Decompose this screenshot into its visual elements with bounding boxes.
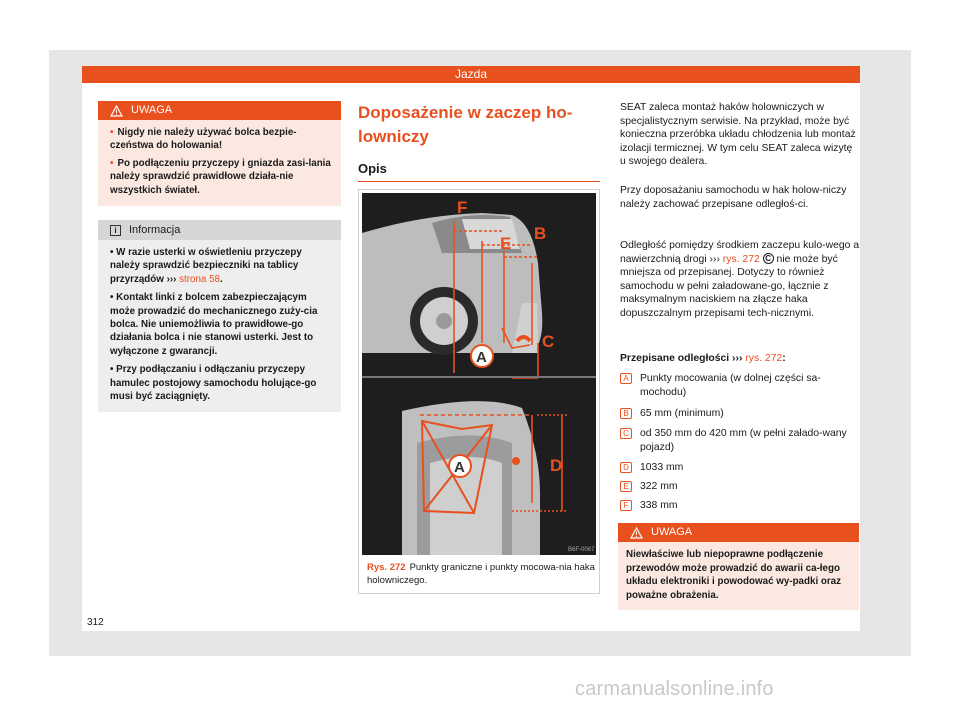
- distance-item: C od 350 mm do 420 mm (w pełni załado-wany pojazd): [620, 427, 860, 454]
- divider: [358, 181, 600, 182]
- figure-link[interactable]: rys. 272: [745, 353, 783, 364]
- label-B: B: [534, 224, 547, 243]
- distance-item: F 338 mm: [620, 499, 860, 513]
- figure-code: B6F-0067: [568, 547, 595, 553]
- distance-letter: E: [620, 481, 632, 492]
- section-title: Doposażenie w zaczep ho-lowniczy: [358, 103, 573, 146]
- info-icon: i: [110, 225, 121, 236]
- bullet-icon: •: [110, 127, 114, 138]
- distances-heading: Przepisane odległości ››› rys. 272:: [620, 353, 786, 364]
- warning-heading: [98, 101, 341, 120]
- caption-text: Punkty graniczne i punkty mocowa-nia haka holowniczego.: [367, 562, 595, 586]
- info-item: • W razie usterki w oświetleniu przyczepy należy sprawdzić bezpieczniki na tablicy przyrządów ››› strona 58.: [110, 247, 302, 285]
- warning-item-text: Po podłączeniu przyczepy i gniazda zasi-lania należy sprawdzić prawidłowe działa-nie wszystkich świateł.: [110, 157, 331, 196]
- page-link[interactable]: strona 58: [179, 273, 220, 285]
- warning-item: [110, 126, 333, 153]
- figure-ref: Rys. 272: [367, 562, 406, 573]
- distance-letter: B: [620, 408, 632, 419]
- bullet-icon: •: [110, 157, 114, 169]
- watermark: carmanualsonline.info: [575, 678, 774, 700]
- figure-link[interactable]: rys. 272: [722, 253, 760, 265]
- distance-letter: D: [620, 462, 632, 473]
- label-A-top: A: [476, 349, 487, 366]
- paragraph-3: Odległość pomiędzy środkiem zaczepu kulo-wego a nawierzchnią drogi ››› rys. 272 C nie może być mniejsza od przepisanej. Dotyczy to również samochodu w pełni załadowane-go, łącznie z maksymalnym naciskiem na złącze haka dopuszczalnym przepisami tech-nicznymi.: [620, 240, 860, 319]
- warning-box-right: [618, 523, 859, 610]
- info-item-text: W razie usterki w oświetleniu przyczepy należy sprawdzić bezpieczniki na tablicy przyrządów ›››: [110, 247, 302, 285]
- info-item-text: Przy podłączaniu i odłączaniu przyczepy hamulec postojowy samochodu holujące-go musi być zaciągnięty.: [110, 364, 317, 403]
- paragraph-2: Przy doposażaniu samochodu w hak holow-niczy należy zachować przepisane odległoś-ci.: [620, 185, 847, 210]
- distance-item: E 322 mm: [620, 480, 860, 494]
- warning-heading-label: UWAGA: [131, 104, 173, 116]
- distance-letter: C: [620, 428, 632, 439]
- info-heading: [98, 220, 341, 240]
- label-C: C: [542, 332, 555, 351]
- warning-heading-label: UWAGA: [651, 526, 693, 538]
- circle-letter: C: [763, 253, 774, 264]
- warning-box-left: [98, 101, 341, 206]
- distance-item: D 1033 mm: [620, 461, 860, 475]
- warning-item-text: Nigdy nie należy używać bolca bezpie-czeństwa do holowania!: [110, 127, 297, 152]
- warning-heading: [618, 523, 859, 542]
- chapter-header: Jazda: [82, 66, 860, 83]
- paragraph-1: SEAT zaleca montaż haków holowniczych w specjalistycznym serwisie. Na przykład, może być konieczna przeróbka układu chłodzenia lub montaż izolacji termicznej. W tym celu SEAT zaleca wizytę u swojego dealera.: [620, 102, 856, 168]
- label-A-bottom: A: [454, 459, 465, 476]
- warning-triangle-icon: [110, 105, 123, 117]
- info-item: • Kontakt linki z bolcem zabezpieczającym może prowadzić do mechanicznego zuży-cia bolca. Nie uniemożliwia to prawidłowe-go działania bolca i nie stanowi usterki. Jest to wyłączone z gwarancji.: [110, 292, 318, 357]
- label-E: E: [500, 234, 512, 253]
- figure-image: [362, 193, 596, 555]
- distance-item: A Punkty mocowania (w dolnej części sa-mochodu): [620, 372, 860, 399]
- distance-letter: A: [620, 373, 632, 384]
- page-number: 312: [87, 617, 104, 628]
- figure-caption: [367, 562, 595, 587]
- label-F: F: [457, 198, 468, 217]
- distance-item: B 65 mm (minimum): [620, 407, 860, 421]
- warning-text: Niewłaściwe lub niepoprawne podłączenie przewodów może prowadzić do awarii ca-łego układu elektroniki i powodować wy-padki oraz poważne obrażenia.: [626, 549, 842, 601]
- info-item-text: Kontakt linki z bolcem zabezpieczającym może prowadzić do mechanicznego zuży-cia bolca. Nie uniemożliwia to prawidłowe-go działania bolca i nie stanowi usterki. Jest to wyłączone z gwarancji.: [110, 292, 318, 357]
- tow-hook-diagram: [362, 193, 596, 555]
- warning-item: [110, 157, 333, 197]
- label-D: D: [550, 456, 563, 475]
- info-item: • Przy podłączaniu i odłączaniu przyczepy hamulec postojowy samochodu holujące-go musi być zaciągnięty.: [110, 364, 317, 403]
- info-list: [98, 240, 341, 403]
- info-heading-label: Informacja: [129, 224, 181, 236]
- warning-triangle-icon: [630, 527, 643, 539]
- info-box: [98, 220, 341, 412]
- warning-list: [98, 120, 341, 197]
- sub-title: Opis: [358, 161, 387, 176]
- distance-letter: F: [620, 500, 632, 511]
